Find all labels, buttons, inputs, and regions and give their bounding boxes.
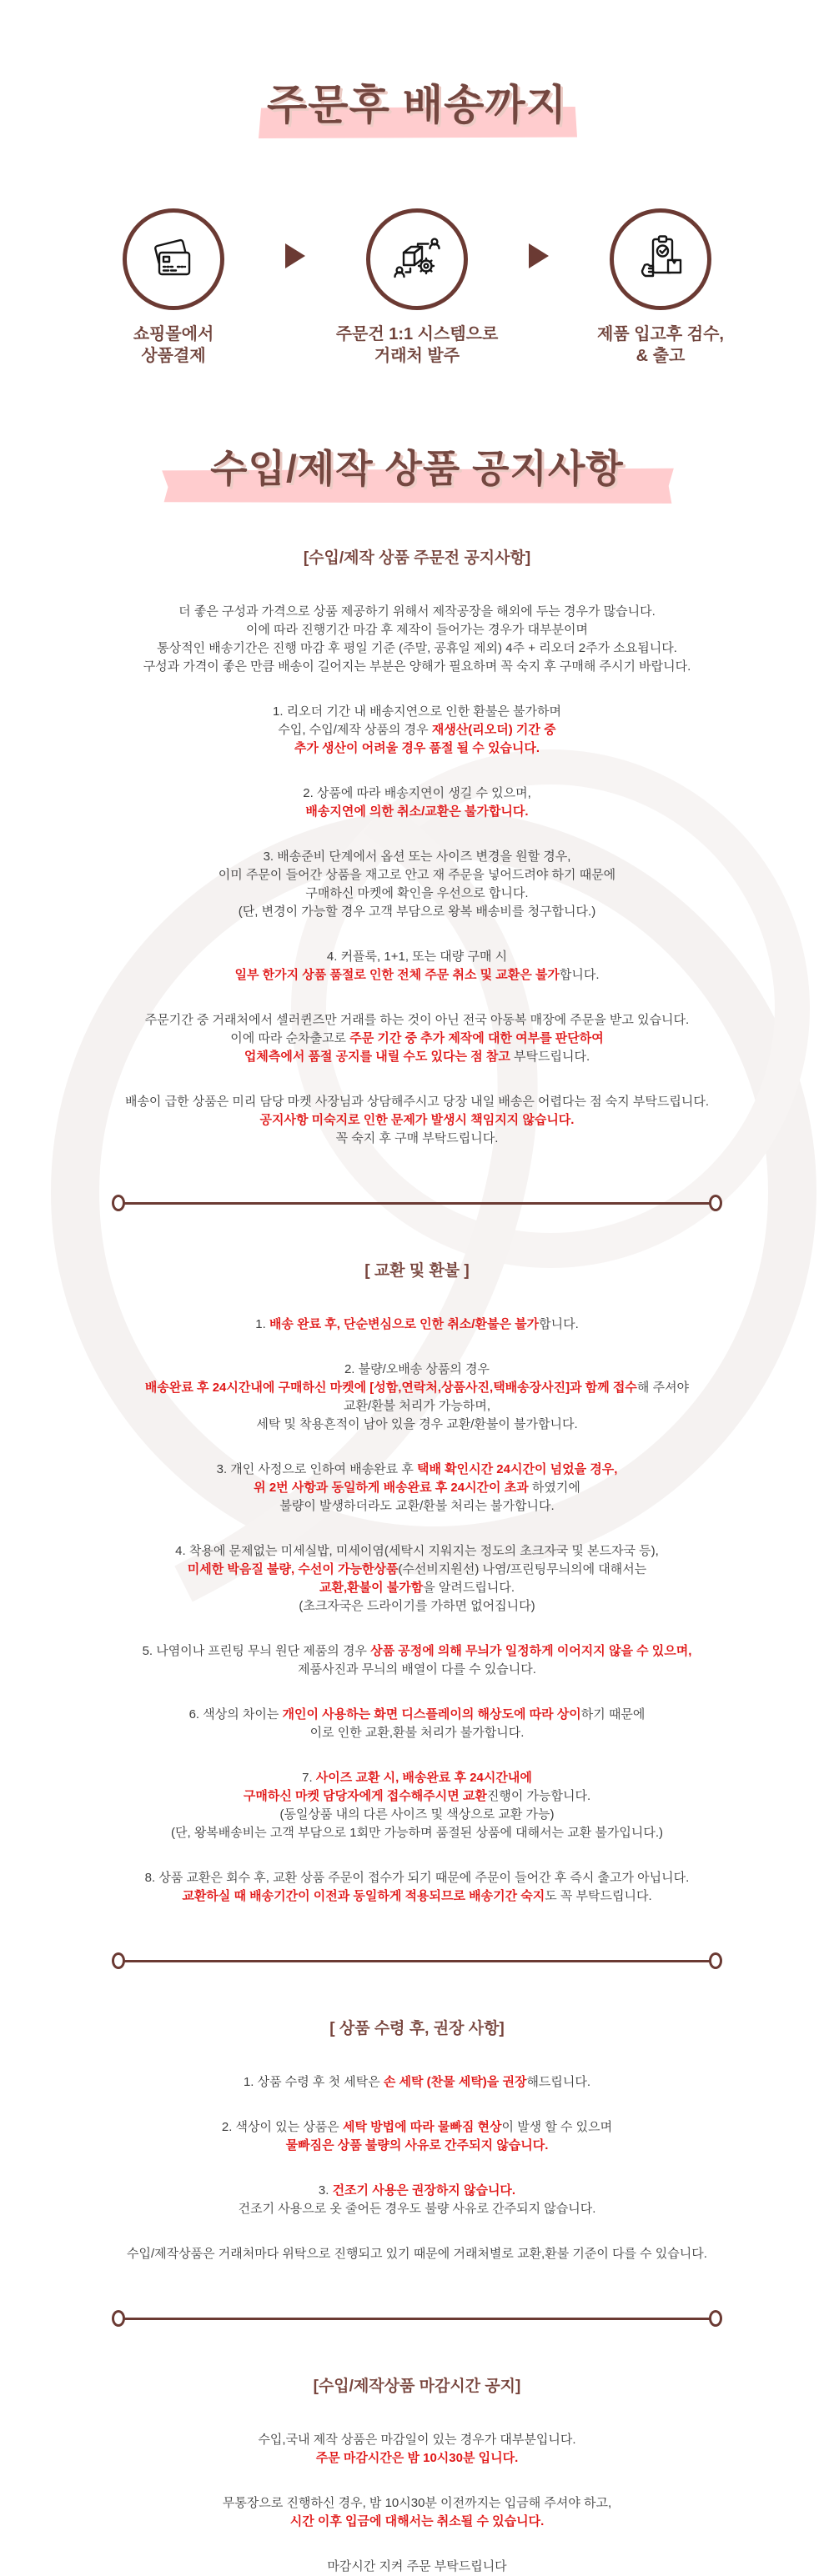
- notice-paragraph: [0, 848, 834, 921]
- text-segment: 을 알려드립니다.: [423, 1581, 515, 1595]
- notice-paragraph: [0, 948, 834, 985]
- text-segment: 해드립니다.: [526, 2075, 591, 2089]
- divider-line: [124, 1202, 710, 1205]
- alert-text-segment: 상품 공정에 의해 무늬가 일정하게 이어지지 않을 수 있으며,: [370, 1644, 692, 1658]
- text-segment: 1. 리오더 기간 내 배송지연으로 인한 환불은 불가하며: [273, 704, 561, 719]
- text-segment: 8. 상품 교환은 회수 후, 교환 상품 주문이 접수가 되기 때문에 주문이 들어간 후 즉시 출고가 아닙니다.: [144, 1871, 690, 1885]
- alert-text-segment: 배송지연에 의한 취소/교환은 불가합니다.: [305, 804, 529, 819]
- text-segment: 세탁 및 착용흔적이 남아 있을 경우 교환/환불이 불가합니다.: [256, 1417, 578, 1431]
- divider-ring: [112, 1952, 125, 1969]
- text-line: [0, 1316, 834, 1334]
- step-label: [562, 323, 759, 367]
- product-notice-section: [0, 439, 834, 2576]
- alert-text-segment: 택배 확인시간 24시간이 넘었을 경우,: [417, 1462, 618, 1476]
- notice-paragraph: [0, 1011, 834, 1066]
- flow-arrow-icon: [529, 243, 549, 268]
- notice-paragraph: [0, 1869, 834, 1906]
- section-divider: [112, 1195, 722, 1211]
- step-label: [75, 323, 272, 367]
- text-line: [0, 1542, 834, 1561]
- alert-text-segment: 일부 한가지 상품 품절로 인한 전체 주문 취소 및 교환은 불가: [234, 968, 560, 982]
- text-line: [0, 1579, 834, 1597]
- text-segment: 도 꼭 부탁드립니다.: [545, 1889, 652, 1903]
- flow-arrow-icon: [285, 243, 305, 268]
- text-line: [0, 1787, 834, 1806]
- text-line: [0, 1769, 834, 1787]
- alert-text-segment: 구매하신 마켓 담당자에게 접수해주시면 교환: [243, 1789, 487, 1803]
- text-line: [0, 1111, 834, 1130]
- alert-text-segment: 배송완료 후 24시간내에 구매하신 마켓에 [성함,연락처,상품사진,택배송장사진]과 함께 접수: [144, 1381, 637, 1395]
- text-segment: 합니다.: [539, 1317, 579, 1331]
- text-line: [0, 2073, 834, 2092]
- flow-title: 주문후 배송까지: [267, 82, 567, 128]
- alert-text-segment: 주문 기간 중 추가 제작에 대한 여부를 판단하여: [349, 1031, 604, 1045]
- text-segment: 합니다.: [559, 968, 600, 982]
- notice-paragraph: [0, 2494, 834, 2531]
- text-line: [0, 1661, 834, 1679]
- alert-text-segment: 위 2번 사항과 동일하게 배송완료 후 24시간이 초과: [254, 1481, 532, 1495]
- flow-title-wrap: [267, 72, 567, 132]
- text-segment: 1. 상품 수령 후 첫 세탁은: [243, 2075, 384, 2089]
- notice-body: [0, 545, 834, 2576]
- text-segment: 더 좋은 구성과 가격으로 상품 제공하기 위해서 제작공장을 해외에 두는 경우가 많습니다.: [178, 604, 656, 619]
- order-flow-steps: [0, 208, 834, 367]
- text-line: [0, 1642, 834, 1661]
- text-line: [0, 639, 834, 658]
- notice-paragraph: [0, 2118, 834, 2155]
- notice-title: 수입/제작 상품 공지사항: [210, 447, 624, 490]
- text-line: [0, 1806, 834, 1824]
- text-segment: 부탁드립니다.: [510, 1050, 590, 1064]
- notice-paragraph: [0, 2431, 834, 2468]
- text-line: [0, 1497, 834, 1516]
- notice-paragraph: [0, 1642, 834, 1679]
- section-heading: [수입/제작상품 마감시간 공지]: [313, 2378, 521, 2395]
- notice-paragraph: [0, 1769, 834, 1842]
- step-label-line: 제품 입고후 검수,: [597, 325, 724, 343]
- alert-text-segment: 주문 마감시간은 밤 10시30분 입니다.: [315, 2451, 519, 2465]
- text-line: [0, 703, 834, 721]
- text-line: [0, 1130, 834, 1148]
- divider-ring: [709, 1195, 722, 1211]
- section-heading: [수입/제작 상품 주문전 공지사항]: [303, 549, 531, 567]
- divider-line: [124, 2318, 710, 2320]
- notice-title-wrap: [210, 439, 624, 494]
- text-line: [0, 885, 834, 903]
- flow-step-ordering: [319, 208, 515, 367]
- text-line: [0, 1379, 834, 1397]
- flow-step-payment: [75, 208, 272, 367]
- step-label-line: 주문건 1:1 시스템으로: [335, 325, 499, 343]
- text-line: [0, 1361, 834, 1379]
- text-segment: 주문기간 중 거래처에서 셀러퀸즈만 거래를 하는 것이 아닌 전국 아동복 매장에 주문을 받고 있습니다.: [144, 1013, 690, 1027]
- text-line: [0, 1869, 834, 1887]
- alert-text-segment: 추가 생산이 어려울 경우 품절 될 수 있습니다.: [294, 741, 540, 755]
- text-segment: (단, 왕복배송비는 고객 부담으로 1회만 가능하며 품절된 상품에 대해서는 교환 불가입니다.): [171, 1826, 663, 1840]
- text-segment: 불량이 발생하더라도 교환/환불 처리는 불가합니다.: [279, 1499, 555, 1513]
- text-segment: 구성과 가격이 좋은 만큼 배송이 길어지는 부분은 양해가 필요하며 꼭 숙지 후 구매해 주시기 바랍니다.: [143, 659, 691, 674]
- text-line: [0, 1397, 834, 1416]
- section-divider: [112, 1952, 722, 1969]
- text-segment: 하기 때문에: [580, 1707, 646, 1722]
- inspection-shipping-icon: [634, 233, 687, 286]
- step-circle: [610, 208, 711, 310]
- text-segment: 건조기 사용으로 옷 줄어든 경우도 불량 사유로 간주되지 않습니다.: [238, 2202, 596, 2216]
- text-line: [0, 1461, 834, 1479]
- text-segment: 진행이 가능합니다.: [486, 1789, 591, 1803]
- text-line: [0, 1011, 834, 1030]
- alert-text-segment: 건조기 사용은 권장하지 않습니다.: [332, 2183, 516, 2198]
- text-line: [0, 1479, 834, 1497]
- text-segment: 4. 착용에 문제없는 미세실밥, 미세이염(세탁시 지워지는 정도의 초크자국 및 본드자국 등),: [175, 1544, 659, 1558]
- text-segment: 배송이 급한 상품은 미리 담당 마켓 사장님과 상담해주시고 당장 내일 배송은 어렵다는 점 숙지 부탁드립니다.: [124, 1095, 710, 1109]
- alert-text-segment: 재생산(리오더) 기간 중: [431, 723, 556, 737]
- text-segment: 7.: [302, 1771, 316, 1785]
- text-segment: 이에 따라 진행기간 마감 후 제작이 들어가는 경우가 대부분이며: [245, 623, 589, 637]
- flow-step-inspection: [562, 208, 759, 367]
- notice-paragraph: [0, 1542, 834, 1616]
- text-line: [0, 2449, 834, 2468]
- text-segment: 교환/환불 처리가 가능하며,: [343, 1399, 491, 1413]
- text-line: [0, 603, 834, 621]
- text-line: [0, 803, 834, 821]
- notice-paragraph: [0, 2182, 834, 2218]
- step-circle: [366, 208, 468, 310]
- step-label: [319, 323, 515, 367]
- step-circle: [123, 208, 224, 310]
- notice-paragraph: [0, 1361, 834, 1434]
- notice-paragraph: [0, 2073, 834, 2092]
- step-label-line: 거래처 발주: [374, 347, 460, 365]
- text-line: [0, 1824, 834, 1842]
- alert-text-segment: 공지사항 미숙지로 인한 문제가 발생시 책임지지 않습니다.: [259, 1113, 575, 1127]
- text-segment: 4. 커플룩, 1+1, 또는 대량 구매 시: [326, 950, 508, 964]
- text-segment: 2. 색상이 있는 상품은: [221, 2120, 343, 2134]
- alert-text-segment: 개인이 사용하는 화면 디스플레이의 해상도에 따라 상이: [282, 1707, 581, 1722]
- order-system-icon: [390, 233, 444, 286]
- text-segment: 이미 주문이 들어간 상품을 재고로 안고 재 주문을 넣어드려야 하기 때문에: [218, 868, 616, 882]
- text-segment: 이에 따라 순차출고로: [230, 1031, 350, 1045]
- section-heading: [ 상품 수령 후, 권장 사항]: [329, 2020, 505, 2037]
- text-line: [0, 1093, 834, 1111]
- credit-card-icon: [147, 233, 200, 286]
- notice-paragraph: [0, 2245, 834, 2263]
- divider-ring: [112, 2310, 125, 2327]
- text-segment: 1.: [255, 1317, 269, 1331]
- notice-paragraph: [0, 603, 834, 676]
- divider-ring: [709, 1952, 722, 1969]
- text-segment: 3. 배송준비 단계에서 옵션 또는 사이즈 변경을 원할 경우,: [263, 849, 571, 864]
- text-line: [0, 2118, 834, 2137]
- text-segment: 제품사진과 무늬의 배열이 다를 수 있습니다.: [298, 1662, 536, 1676]
- notice-paragraph: [0, 2558, 834, 2576]
- text-line: [0, 2513, 834, 2531]
- text-line: [0, 784, 834, 803]
- notice-paragraph: [0, 784, 834, 821]
- step-label-line: 쇼핑몰에서: [133, 325, 214, 343]
- text-segment: 2. 불량/오배송 상품의 경우: [344, 1362, 490, 1376]
- text-segment: 2. 상품에 따라 배송지연이 생길 수 있으며,: [303, 786, 531, 800]
- text-segment: 무통장으로 진행하신 경우, 밤 10시30분 이전까지는 입금해 주셔야 하고,: [222, 2496, 612, 2510]
- text-segment: 이로 인한 교환,환불 처리가 불가합니다.: [309, 1726, 525, 1740]
- text-line: [0, 1887, 834, 1906]
- section-heading: [ 교환 및 환불 ]: [364, 1262, 470, 1280]
- text-segment: 해 주셔야: [636, 1381, 690, 1395]
- text-segment: 꼭 숙지 후 구매 부탁드립니다.: [335, 1131, 499, 1145]
- text-segment: 수입, 수입/제작 상품의 경우: [278, 723, 432, 737]
- text-line: [0, 621, 834, 639]
- alert-text-segment: 세탁 방법에 따라 물빠짐 현상: [342, 2120, 502, 2134]
- alert-text-segment: 배송 완료 후, 단순변심으로 인한 취소/환불은 불가: [269, 1317, 540, 1331]
- text-segment: 통상적인 배송기간은 진행 마감 후 평일 기준 (주말, 공휴일 제외) 4주 + 리오더 2주가 소요됩니다.: [157, 641, 677, 655]
- text-line: [0, 2245, 834, 2263]
- alert-text-segment: 물빠짐은 상품 불량의 사유로 간주되지 않습니다.: [285, 2138, 549, 2153]
- text-line: [0, 2431, 834, 2449]
- step-label-line: & 출고: [636, 347, 686, 365]
- text-segment: (초크자국은 드라이기를 가하면 없어집니다): [299, 1599, 535, 1613]
- text-segment: (단, 변경이 가능할 경우 고객 부담으로 왕복 배송비를 청구합니다.): [238, 905, 596, 919]
- text-line: [0, 1706, 834, 1724]
- text-segment: 3. 개인 사정으로 인하여 배송완료 후: [216, 1462, 417, 1476]
- divider-ring: [709, 2310, 722, 2327]
- text-line: [0, 2558, 834, 2576]
- text-segment: (수선비지원선) 나염/프린팅무늬의에 대해서는: [398, 1562, 647, 1576]
- text-line: [0, 1416, 834, 1434]
- text-line: [0, 903, 834, 921]
- alert-text-segment: 시간 이후 입금에 대해서는 취소될 수 있습니다.: [289, 2514, 545, 2528]
- text-line: [0, 2200, 834, 2218]
- text-line: [0, 866, 834, 885]
- text-segment: 5. 나염이나 프린팅 무늬 원단 제품의 경우: [142, 1644, 371, 1658]
- divider-line: [124, 1960, 710, 1962]
- text-line: [0, 966, 834, 985]
- text-line: [0, 658, 834, 676]
- text-line: [0, 739, 834, 758]
- alert-text-segment: 교환,환불이 불가함: [319, 1581, 424, 1595]
- text-line: [0, 1048, 834, 1066]
- text-segment: 이 발생 할 수 있으며: [501, 2120, 613, 2134]
- text-line: [0, 2182, 834, 2200]
- text-line: [0, 2494, 834, 2513]
- order-flow-section: [0, 0, 834, 367]
- section-divider: [112, 2310, 722, 2327]
- divider-ring: [112, 1195, 125, 1211]
- text-segment: 6. 색상의 차이는: [188, 1707, 283, 1722]
- text-segment: 3.: [318, 2183, 333, 2198]
- text-line: [0, 1724, 834, 1742]
- notice-paragraph: [0, 1706, 834, 1742]
- alert-text-segment: 미세한 박음질 불량, 수선이 가능한상품: [187, 1562, 399, 1576]
- notice-paragraph: [0, 703, 834, 758]
- alert-text-segment: 사이즈 교환 시, 배송완료 후 24시간내에: [315, 1771, 532, 1785]
- text-segment: (동일상품 내의 다른 사이즈 및 색상으로 교환 가능): [279, 1807, 555, 1822]
- text-line: [0, 1030, 834, 1048]
- alert-text-segment: 교환하실 때 배송기간이 이전과 동일하게 적용되므로 배송기간 숙지: [182, 1889, 545, 1903]
- alert-text-segment: 업체측에서 품절 공지를 내릴 수도 있다는 점 참고: [244, 1050, 510, 1064]
- text-line: [0, 2137, 834, 2155]
- alert-text-segment: 손 세탁 (찬물 세탁)을 권장: [383, 2075, 527, 2089]
- text-line: [0, 721, 834, 739]
- text-line: [0, 1597, 834, 1616]
- text-line: [0, 948, 834, 966]
- text-line: [0, 848, 834, 866]
- notice-paragraph: [0, 1093, 834, 1148]
- notice-paragraph: [0, 1461, 834, 1516]
- step-label-line: 상품결제: [141, 347, 206, 365]
- text-segment: 마감시간 지켜 주문 부탁드립니다: [327, 2559, 507, 2573]
- text-segment: 수입/제작상품은 거래처마다 위탁으로 진행되고 있기 때문에 거래처별로 교환,환불 기준이 다를 수 있습니다.: [127, 2247, 707, 2261]
- text-line: [0, 1561, 834, 1579]
- text-segment: 구매하신 마켓에 확인을 우선으로 합니다.: [305, 886, 529, 900]
- text-segment: 수입,국내 제작 상품은 마감일이 있는 경우가 대부분입니다.: [258, 2433, 576, 2447]
- text-segment: 하였기에: [531, 1481, 580, 1495]
- notice-paragraph: [0, 1316, 834, 1334]
